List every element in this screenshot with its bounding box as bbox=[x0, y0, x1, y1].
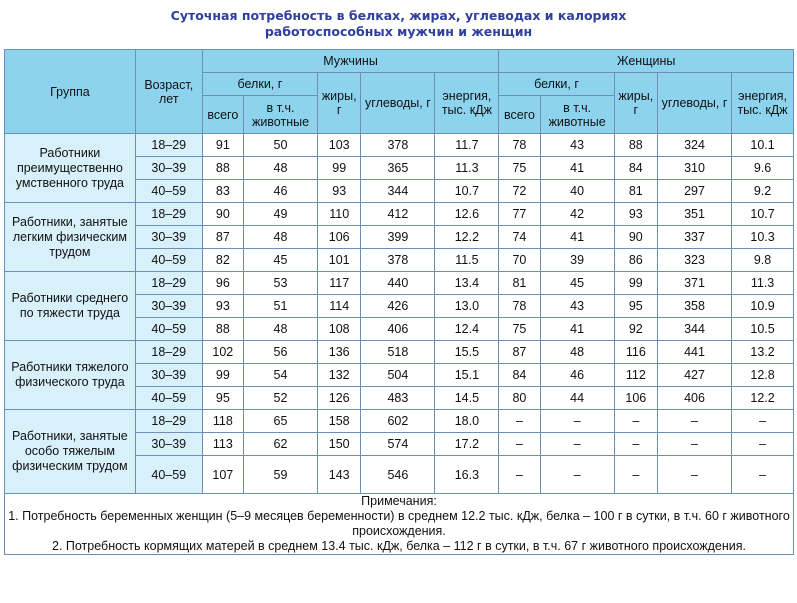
women-value-cell: 40 bbox=[540, 180, 614, 203]
men-value-cell: 96 bbox=[202, 272, 243, 295]
age-cell: 40–59 bbox=[135, 387, 202, 410]
women-value-cell: 9.2 bbox=[732, 180, 794, 203]
men-value-cell: 158 bbox=[318, 410, 361, 433]
table-row bbox=[5, 341, 794, 364]
women-value-cell: 75 bbox=[499, 318, 540, 341]
women-value-cell: 88 bbox=[614, 134, 657, 157]
women-value-cell: 10.3 bbox=[732, 226, 794, 249]
women-value-cell: 351 bbox=[657, 203, 731, 226]
men-value-cell: 82 bbox=[202, 249, 243, 272]
men-value-cell: 102 bbox=[202, 341, 243, 364]
women-value-cell: – bbox=[540, 456, 614, 494]
women-carbs-header: углеводы, г bbox=[657, 73, 731, 134]
women-value-cell: 44 bbox=[540, 387, 614, 410]
men-value-cell: 48 bbox=[243, 318, 317, 341]
notes-cell bbox=[5, 494, 794, 555]
table-title bbox=[0, 8, 797, 40]
women-value-cell: 9.6 bbox=[732, 157, 794, 180]
men-value-cell: 49 bbox=[243, 203, 317, 226]
men-value-cell: 132 bbox=[318, 364, 361, 387]
note-2: 2. Потребность кормящих матерей в среднем 13.4 тыс. кДж, белка – 112 г в сутки, в т.ч. 67 г животного происхождения. bbox=[52, 539, 746, 553]
men-value-cell: 62 bbox=[243, 433, 317, 456]
men-value-cell: 65 bbox=[243, 410, 317, 433]
women-value-cell: 90 bbox=[614, 226, 657, 249]
table-row bbox=[5, 203, 794, 226]
group-name-cell: Работники тяжелого физического труда bbox=[5, 341, 136, 410]
men-value-cell: 17.2 bbox=[435, 433, 499, 456]
women-value-cell: – bbox=[657, 433, 731, 456]
women-value-cell: 80 bbox=[499, 387, 540, 410]
women-value-cell: 11.3 bbox=[732, 272, 794, 295]
women-value-cell: 43 bbox=[540, 295, 614, 318]
women-value-cell: 41 bbox=[540, 318, 614, 341]
men-value-cell: 45 bbox=[243, 249, 317, 272]
women-value-cell: 75 bbox=[499, 157, 540, 180]
men-value-cell: 483 bbox=[361, 387, 435, 410]
men-value-cell: 108 bbox=[318, 318, 361, 341]
men-value-cell: 101 bbox=[318, 249, 361, 272]
men-value-cell: 602 bbox=[361, 410, 435, 433]
men-value-cell: 50 bbox=[243, 134, 317, 157]
men-value-cell: 88 bbox=[202, 157, 243, 180]
women-value-cell: – bbox=[614, 410, 657, 433]
men-value-cell: 91 bbox=[202, 134, 243, 157]
men-value-cell: 93 bbox=[202, 295, 243, 318]
women-value-cell: 41 bbox=[540, 226, 614, 249]
women-value-cell: 92 bbox=[614, 318, 657, 341]
men-value-cell: 48 bbox=[243, 226, 317, 249]
women-header: Женщины bbox=[499, 50, 794, 73]
women-value-cell: 48 bbox=[540, 341, 614, 364]
women-value-cell: 116 bbox=[614, 341, 657, 364]
women-value-cell: 12.8 bbox=[732, 364, 794, 387]
age-cell: 40–59 bbox=[135, 249, 202, 272]
women-value-cell: 78 bbox=[499, 134, 540, 157]
men-value-cell: 12.4 bbox=[435, 318, 499, 341]
men-value-cell: 136 bbox=[318, 341, 361, 364]
men-value-cell: 378 bbox=[361, 134, 435, 157]
men-value-cell: 16.3 bbox=[435, 456, 499, 494]
men-value-cell: 406 bbox=[361, 318, 435, 341]
nutrition-table bbox=[4, 49, 794, 555]
men-fats-header: жиры, г bbox=[318, 73, 361, 134]
women-value-cell: – bbox=[614, 456, 657, 494]
men-value-cell: 56 bbox=[243, 341, 317, 364]
men-value-cell: 11.5 bbox=[435, 249, 499, 272]
age-cell: 30–39 bbox=[135, 226, 202, 249]
women-value-cell: – bbox=[657, 410, 731, 433]
women-value-cell: 77 bbox=[499, 203, 540, 226]
men-value-cell: 107 bbox=[202, 456, 243, 494]
women-value-cell: 42 bbox=[540, 203, 614, 226]
women-value-cell: – bbox=[657, 456, 731, 494]
women-value-cell: 371 bbox=[657, 272, 731, 295]
men-value-cell: 106 bbox=[318, 226, 361, 249]
age-cell: 30–39 bbox=[135, 157, 202, 180]
age-cell: 40–59 bbox=[135, 180, 202, 203]
men-value-cell: 12.6 bbox=[435, 203, 499, 226]
men-value-cell: 90 bbox=[202, 203, 243, 226]
men-value-cell: 11.7 bbox=[435, 134, 499, 157]
men-value-cell: 14.5 bbox=[435, 387, 499, 410]
age-cell: 18–29 bbox=[135, 410, 202, 433]
women-value-cell: – bbox=[732, 410, 794, 433]
women-fats-header: жиры, г bbox=[614, 73, 657, 134]
table-row bbox=[5, 272, 794, 295]
table-row bbox=[5, 134, 794, 157]
men-value-cell: 11.3 bbox=[435, 157, 499, 180]
men-value-cell: 95 bbox=[202, 387, 243, 410]
women-value-cell: – bbox=[499, 456, 540, 494]
men-value-cell: 117 bbox=[318, 272, 361, 295]
women-value-cell: 41 bbox=[540, 157, 614, 180]
men-value-cell: 83 bbox=[202, 180, 243, 203]
men-value-cell: 504 bbox=[361, 364, 435, 387]
men-header: Мужчины bbox=[202, 50, 499, 73]
women-value-cell: 358 bbox=[657, 295, 731, 318]
men-value-cell: 51 bbox=[243, 295, 317, 318]
age-cell: 18–29 bbox=[135, 272, 202, 295]
group-column-header: Группа bbox=[5, 50, 136, 134]
women-value-cell: 344 bbox=[657, 318, 731, 341]
men-value-cell: 546 bbox=[361, 456, 435, 494]
title-line-2: работоспособных мужчин и женщин bbox=[264, 24, 533, 39]
men-value-cell: 518 bbox=[361, 341, 435, 364]
men-value-cell: 440 bbox=[361, 272, 435, 295]
women-value-cell: 324 bbox=[657, 134, 731, 157]
women-value-cell: – bbox=[540, 410, 614, 433]
men-value-cell: 378 bbox=[361, 249, 435, 272]
women-value-cell: – bbox=[732, 433, 794, 456]
men-value-cell: 52 bbox=[243, 387, 317, 410]
women-value-cell: 81 bbox=[614, 180, 657, 203]
men-value-cell: 59 bbox=[243, 456, 317, 494]
men-energy-header: энергия, тыс. кДж bbox=[435, 73, 499, 134]
women-value-cell: 323 bbox=[657, 249, 731, 272]
women-value-cell: 45 bbox=[540, 272, 614, 295]
women-proteins-total-header: всего bbox=[499, 96, 540, 134]
age-cell: 30–39 bbox=[135, 433, 202, 456]
men-value-cell: 99 bbox=[202, 364, 243, 387]
group-name-cell: Работники среднего по тяжести труда bbox=[5, 272, 136, 341]
women-value-cell: 10.7 bbox=[732, 203, 794, 226]
men-value-cell: 88 bbox=[202, 318, 243, 341]
group-name-cell: Работники преимущественно умственного труда bbox=[5, 134, 136, 203]
women-value-cell: 87 bbox=[499, 341, 540, 364]
men-value-cell: 53 bbox=[243, 272, 317, 295]
note-1: 1. Потребность беременных женщин (5–9 месяцев беременности) в среднем 12.2 тыс. кДж, белка – 100 г в сутки, в т.ч. 60 г животного происхождения. bbox=[8, 509, 790, 538]
men-proteins-animal-header: в т.ч. животные bbox=[243, 96, 317, 134]
women-value-cell: 93 bbox=[614, 203, 657, 226]
age-cell: 40–59 bbox=[135, 318, 202, 341]
title-line-1: Суточная потребность в белках, жирах, углеводах и калориях bbox=[170, 8, 627, 23]
men-value-cell: 110 bbox=[318, 203, 361, 226]
women-value-cell: – bbox=[499, 410, 540, 433]
women-value-cell: 86 bbox=[614, 249, 657, 272]
women-value-cell: 95 bbox=[614, 295, 657, 318]
men-value-cell: 54 bbox=[243, 364, 317, 387]
men-value-cell: 426 bbox=[361, 295, 435, 318]
men-value-cell: 13.0 bbox=[435, 295, 499, 318]
men-value-cell: 143 bbox=[318, 456, 361, 494]
group-name-cell: Работники, занятые особо тяжелым физическим трудом bbox=[5, 410, 136, 494]
men-carbs-header: углеводы, г bbox=[361, 73, 435, 134]
women-proteins-header: белки, г bbox=[499, 73, 614, 96]
women-value-cell: – bbox=[540, 433, 614, 456]
age-cell: 18–29 bbox=[135, 203, 202, 226]
women-value-cell: 46 bbox=[540, 364, 614, 387]
men-value-cell: 118 bbox=[202, 410, 243, 433]
women-value-cell: 39 bbox=[540, 249, 614, 272]
women-value-cell: 84 bbox=[499, 364, 540, 387]
women-value-cell: 9.8 bbox=[732, 249, 794, 272]
women-value-cell: 441 bbox=[657, 341, 731, 364]
men-value-cell: 46 bbox=[243, 180, 317, 203]
men-value-cell: 15.1 bbox=[435, 364, 499, 387]
women-value-cell: 84 bbox=[614, 157, 657, 180]
men-value-cell: 126 bbox=[318, 387, 361, 410]
women-energy-header: энергия, тыс. кДж bbox=[732, 73, 794, 134]
women-value-cell: 406 bbox=[657, 387, 731, 410]
women-value-cell: 310 bbox=[657, 157, 731, 180]
group-name-cell: Работники, занятые легким физическим трудом bbox=[5, 203, 136, 272]
age-cell: 18–29 bbox=[135, 134, 202, 157]
age-cell: 30–39 bbox=[135, 364, 202, 387]
women-value-cell: 12.2 bbox=[732, 387, 794, 410]
men-value-cell: 18.0 bbox=[435, 410, 499, 433]
men-value-cell: 15.5 bbox=[435, 341, 499, 364]
women-value-cell: 99 bbox=[614, 272, 657, 295]
men-value-cell: 48 bbox=[243, 157, 317, 180]
notes-heading: Примечания: bbox=[361, 494, 437, 508]
table-row bbox=[5, 410, 794, 433]
men-value-cell: 10.7 bbox=[435, 180, 499, 203]
age-column-header: Возраст, лет bbox=[135, 50, 202, 134]
men-value-cell: 344 bbox=[361, 180, 435, 203]
men-value-cell: 12.2 bbox=[435, 226, 499, 249]
age-cell: 40–59 bbox=[135, 456, 202, 494]
women-value-cell: 337 bbox=[657, 226, 731, 249]
women-value-cell: – bbox=[614, 433, 657, 456]
men-value-cell: 87 bbox=[202, 226, 243, 249]
women-value-cell: 13.2 bbox=[732, 341, 794, 364]
women-value-cell: 43 bbox=[540, 134, 614, 157]
women-proteins-animal-header: в т.ч. животные bbox=[540, 96, 614, 134]
men-value-cell: 99 bbox=[318, 157, 361, 180]
men-value-cell: 399 bbox=[361, 226, 435, 249]
men-value-cell: 113 bbox=[202, 433, 243, 456]
men-value-cell: 114 bbox=[318, 295, 361, 318]
men-proteins-total-header: всего bbox=[202, 96, 243, 134]
men-value-cell: 93 bbox=[318, 180, 361, 203]
women-value-cell: 10.1 bbox=[732, 134, 794, 157]
men-value-cell: 13.4 bbox=[435, 272, 499, 295]
age-cell: 30–39 bbox=[135, 295, 202, 318]
age-cell: 18–29 bbox=[135, 341, 202, 364]
men-proteins-header: белки, г bbox=[202, 73, 317, 96]
men-value-cell: 150 bbox=[318, 433, 361, 456]
women-value-cell: 112 bbox=[614, 364, 657, 387]
women-value-cell: 78 bbox=[499, 295, 540, 318]
women-value-cell: 70 bbox=[499, 249, 540, 272]
men-value-cell: 412 bbox=[361, 203, 435, 226]
women-value-cell: 106 bbox=[614, 387, 657, 410]
women-value-cell: 10.5 bbox=[732, 318, 794, 341]
men-value-cell: 103 bbox=[318, 134, 361, 157]
men-value-cell: 574 bbox=[361, 433, 435, 456]
women-value-cell: 427 bbox=[657, 364, 731, 387]
women-value-cell: 81 bbox=[499, 272, 540, 295]
women-value-cell: 74 bbox=[499, 226, 540, 249]
women-value-cell: – bbox=[499, 433, 540, 456]
women-value-cell: 10.9 bbox=[732, 295, 794, 318]
women-value-cell: 72 bbox=[499, 180, 540, 203]
women-value-cell: 297 bbox=[657, 180, 731, 203]
women-value-cell: – bbox=[732, 456, 794, 494]
men-value-cell: 365 bbox=[361, 157, 435, 180]
